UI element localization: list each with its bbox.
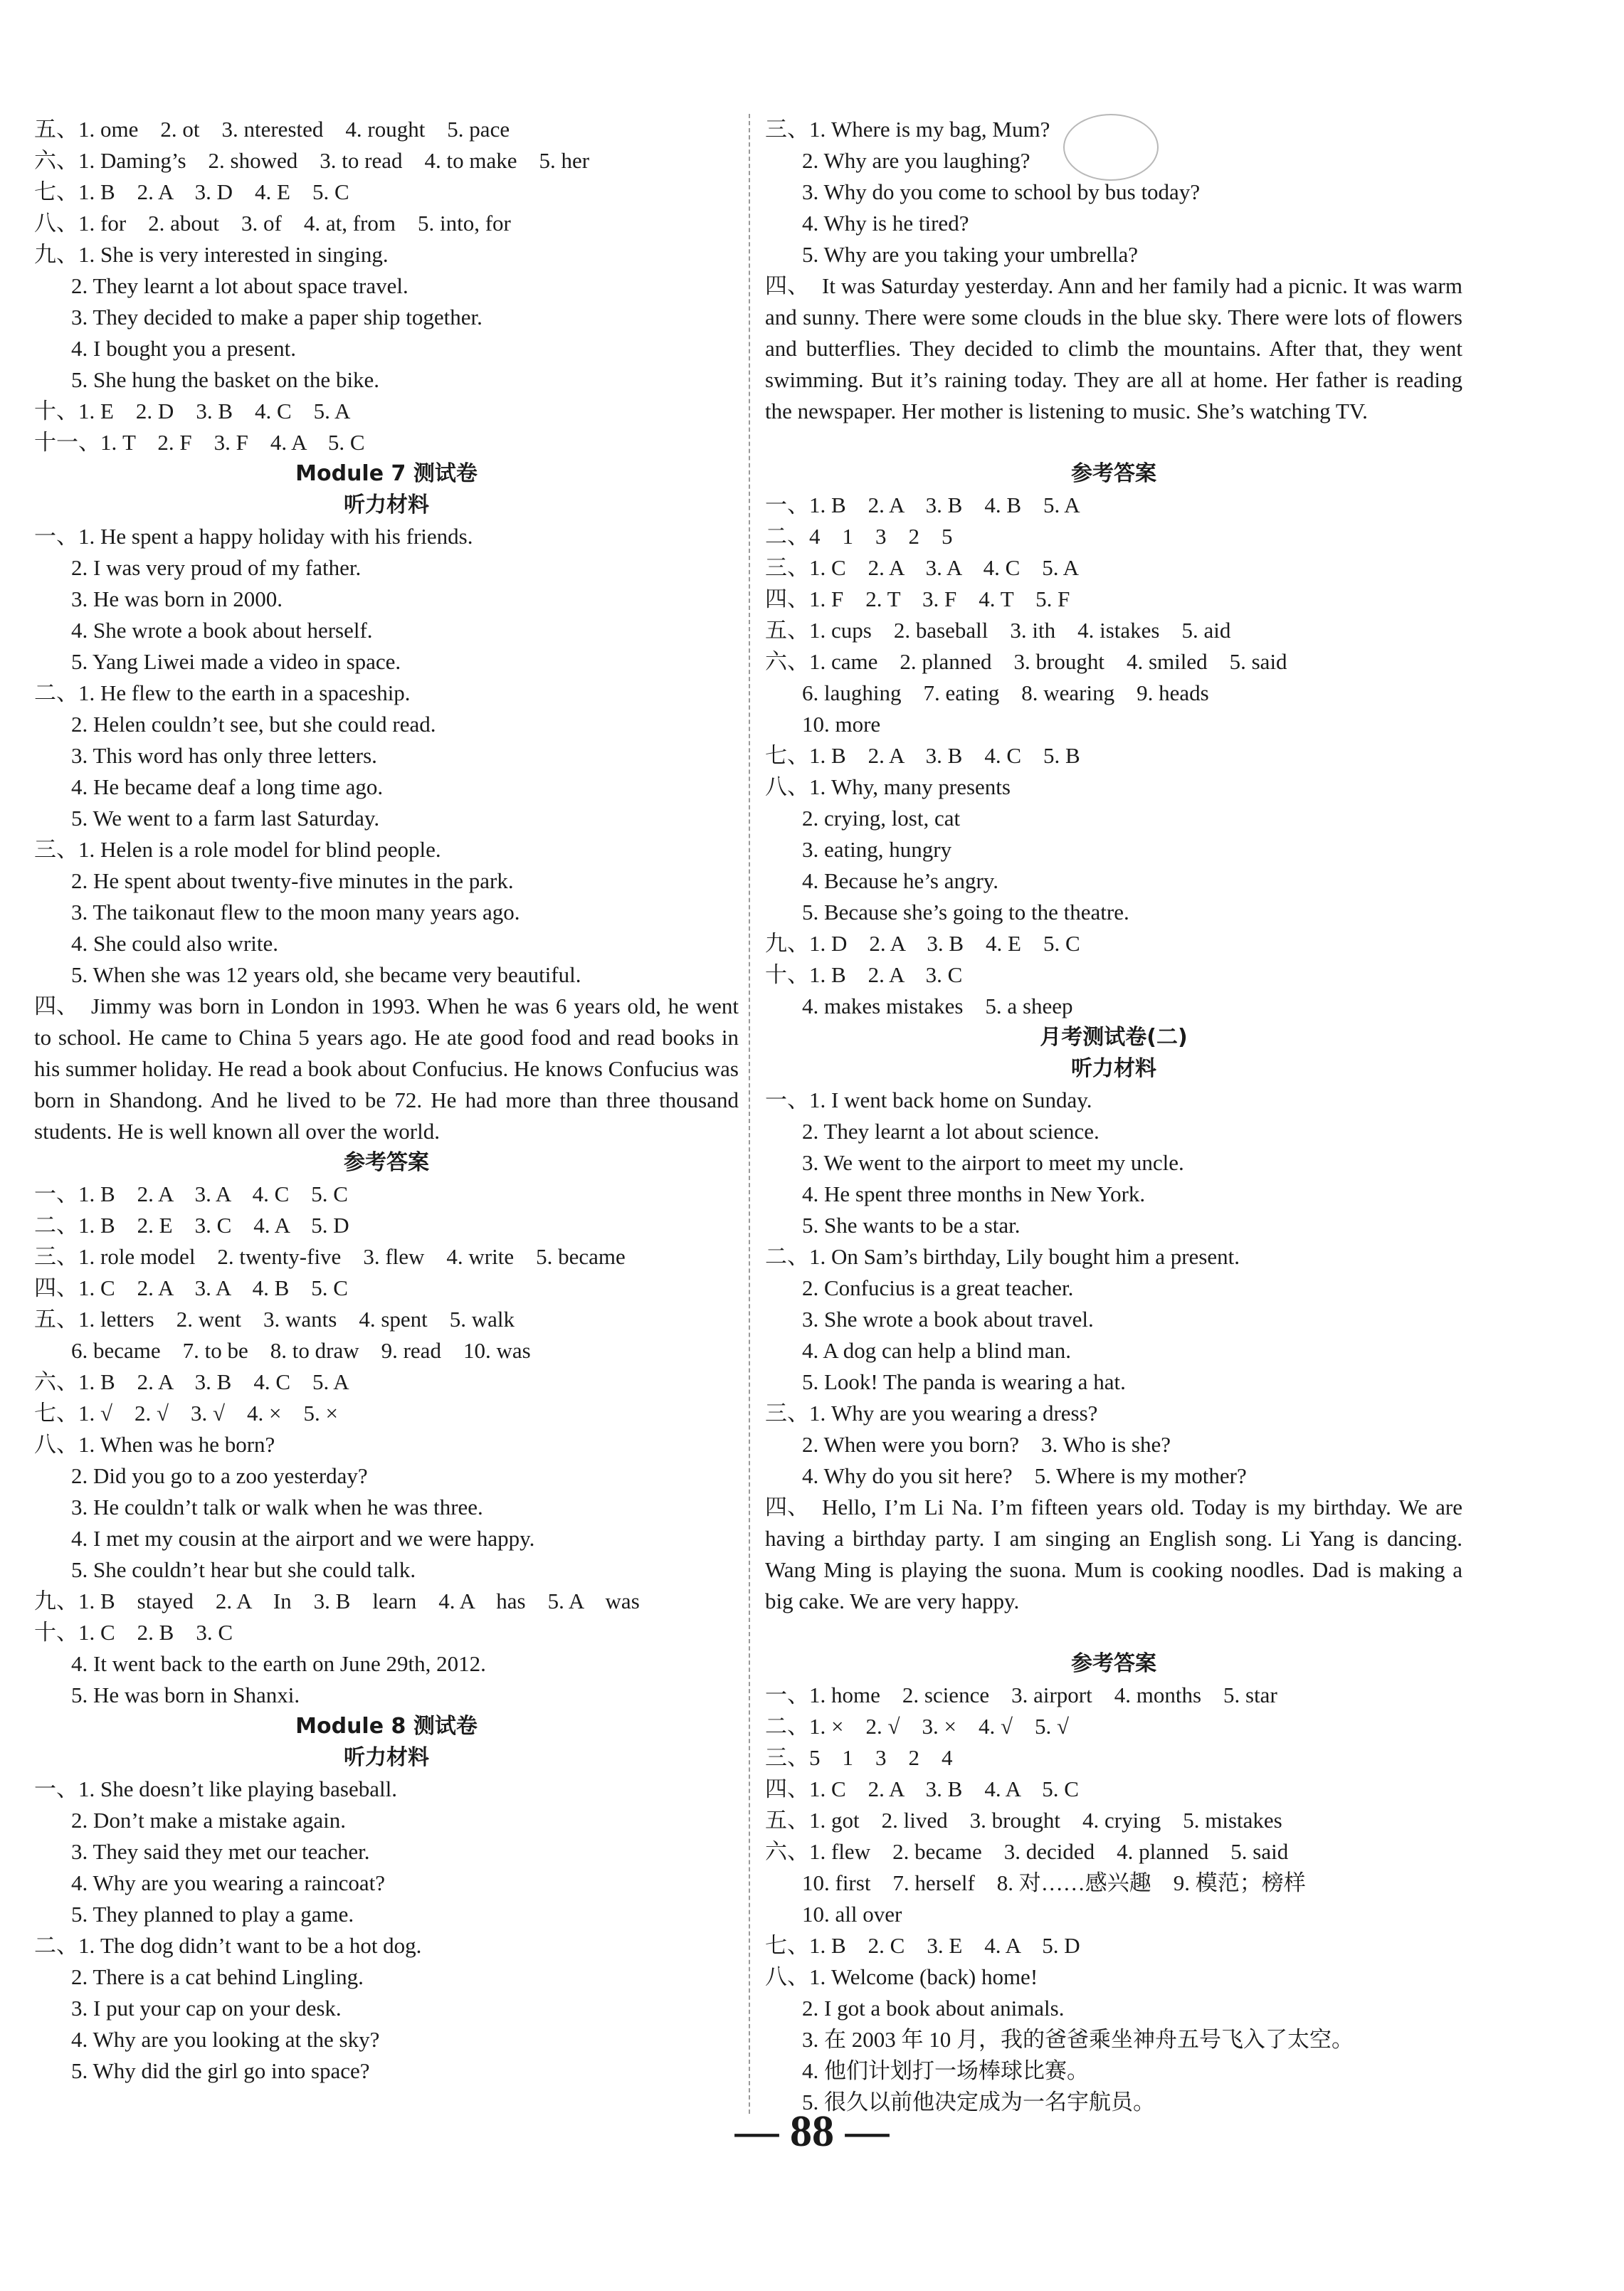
answer-line: 八、1. for 2. about 3. of 4. at, from 5. into, for bbox=[34, 211, 511, 236]
section-heading: Module 7 测试卷 bbox=[295, 461, 478, 486]
answer-line: 5. Why are you taking your umbrella? bbox=[802, 242, 1139, 267]
answer-line: 3. 在 2003 年 10 月，我的爸爸乘坐神舟五号飞入了太空。 bbox=[802, 2027, 1354, 2052]
answer-line: 5. When she was 12 years old, she became very beautiful. bbox=[71, 962, 581, 987]
passage-text: It was Saturday yesterday. Ann and her family had a picnic. It was warm and sunny. There were some clouds in the blue sky. There were lots of flowers and butterflies. They decided to climb the mountains. After that, they went swimming. But it’s raining today. They are all at home. Her father is reading the newspaper. Her mother is listening to music. She’s watching TV. bbox=[765, 273, 1462, 423]
answer-line: 一、1. He spent a happy holiday with his friends. bbox=[34, 524, 473, 549]
answer-line: 6. laughing 7. eating 8. wearing 9. heads bbox=[802, 680, 1209, 705]
answer-line: 一、1. She doesn’t like playing baseball. bbox=[34, 1776, 397, 1801]
answer-line: 4. A dog can help a blind man. bbox=[802, 1338, 1071, 1363]
answer-line: 三、1. Where is my bag, Mum? bbox=[765, 117, 1050, 142]
answer-line: 3. This word has only three letters. bbox=[71, 743, 377, 768]
answer-line: 六、1. Daming’s 2. showed 3. to read 4. to make 5. her bbox=[34, 148, 590, 173]
section-heading: 参考答案 bbox=[1071, 1651, 1156, 1676]
answer-line: 4. Why do you sit here? 5. Where is my mother? bbox=[802, 1463, 1247, 1488]
answer-line: 六、1. B 2. A 3. B 4. C 5. A bbox=[34, 1369, 349, 1394]
answer-line: 六、1. came 2. planned 3. brought 4. smiled 5. said bbox=[765, 649, 1287, 674]
answer-line: 3. He was born in 2000. bbox=[71, 586, 283, 611]
answer-line: 6. became 7. to be 8. to draw 9. read 10. was bbox=[71, 1338, 531, 1363]
answer-line: 2. When were you born? 3. Who is she? bbox=[802, 1432, 1171, 1457]
answer-line: 4. Why are you wearing a raincoat? bbox=[71, 1870, 385, 1895]
answer-line: 4. She wrote a book about herself. bbox=[71, 618, 373, 643]
answer-line: 4. I bought you a present. bbox=[71, 336, 296, 361]
answer-line: 3. We went to the airport to meet my uncle. bbox=[802, 1150, 1184, 1175]
answer-line: 4. Why is he tired? bbox=[802, 211, 969, 236]
answer-line: 七、1. B 2. C 3. E 4. A 5. D bbox=[765, 1933, 1080, 1958]
answer-line: 二、1. × 2. √ 3. × 4. √ 5. √ bbox=[765, 1714, 1070, 1739]
left-column bbox=[34, 114, 739, 2087]
answer-line: 3. They said they met our teacher. bbox=[71, 1839, 370, 1864]
answer-line: 四、1. F 2. T 3. F 4. T 5. F bbox=[765, 586, 1070, 611]
answer-line: 七、1. √ 2. √ 3. √ 4. × 5. × bbox=[34, 1401, 339, 1426]
answer-line: 三、1. Why are you wearing a dress? bbox=[765, 1401, 1098, 1426]
answer-line: 2. I got a book about animals. bbox=[802, 1996, 1065, 2021]
answer-line: 2. He spent about twenty-five minutes in the park. bbox=[71, 868, 514, 893]
answer-line: 4. 他们计划打一场棒球比赛。 bbox=[802, 2058, 1089, 2083]
answer-line: 5. We went to a farm last Saturday. bbox=[71, 806, 380, 831]
answer-line: 二、1. On Sam’s birthday, Lily bought him a present. bbox=[765, 1244, 1240, 1269]
answer-line: 四、1. C 2. A 3. B 4. A 5. C bbox=[765, 1776, 1079, 1801]
answer-line: 10. all over bbox=[802, 1902, 902, 1927]
answer-line: 二、4 1 3 2 5 bbox=[765, 524, 953, 549]
answer-line: 3. She wrote a book about travel. bbox=[802, 1307, 1094, 1332]
answer-line: 4. Because he’s angry. bbox=[802, 868, 999, 893]
answer-line: 五、1. ome 2. ot 3. nterested 4. rought 5. pace bbox=[34, 117, 510, 142]
answer-line: 一、1. I went back home on Sunday. bbox=[765, 1087, 1092, 1112]
answer-line: 4. Why are you looking at the sky? bbox=[71, 2027, 380, 2052]
answer-line: 3. eating, hungry bbox=[802, 837, 952, 862]
answer-line: 5. He was born in Shanxi. bbox=[71, 1682, 300, 1707]
answer-line: 九、1. B stayed 2. A In 3. B learn 4. A has 5. A was bbox=[34, 1589, 640, 1613]
answer-line: 一、1. B 2. A 3. B 4. B 5. A bbox=[765, 493, 1080, 517]
right-column bbox=[765, 114, 1462, 2118]
section-heading: 参考答案 bbox=[344, 1150, 429, 1175]
answer-line: 二、1. He flew to the earth in a spaceship. bbox=[34, 680, 411, 705]
answer-line: 八、1. Welcome (back) home! bbox=[765, 1964, 1038, 1989]
section-heading: 月考测试卷(二) bbox=[1040, 1025, 1188, 1050]
answer-line: 5. Yang Liwei made a video in space. bbox=[71, 649, 401, 674]
answer-line: 2. Did you go to a zoo yesterday? bbox=[71, 1463, 368, 1488]
answer-line: 3. Why do you come to school by bus today? bbox=[802, 179, 1201, 204]
answer-line: 二、1. The dog didn’t want to be a hot dog. bbox=[34, 1933, 422, 1958]
passage-number: 四、 bbox=[765, 273, 809, 298]
answer-line: 3. I put your cap on your desk. bbox=[71, 1996, 342, 2021]
answer-line: 二、1. B 2. E 3. C 4. A 5. D bbox=[34, 1213, 349, 1238]
passage-text: Hello, I’m Li Na. I’m fifteen years old. Today is my birthday. We are having a birthday party. I am singing an English song. Li Yang is dancing. Wang Ming is playing the suona. Mum is cooking noodles. Dad is making a big cake. We are very happy. bbox=[765, 1495, 1462, 1613]
answer-line: 10. first 7. herself 8. 对……感兴趣 9. 模范；榜样 bbox=[802, 1870, 1306, 1895]
passage bbox=[765, 270, 1462, 458]
column-divider bbox=[749, 114, 750, 2114]
answer-line: 三、5 1 3 2 4 bbox=[765, 1745, 953, 1770]
answer-line: 3. They decided to make a paper ship together. bbox=[71, 305, 483, 330]
answer-line: 2. crying, lost, cat bbox=[802, 806, 961, 831]
answer-line: 三、1. C 2. A 3. A 4. C 5. A bbox=[765, 555, 1079, 580]
answer-line: 4. He became deaf a long time ago. bbox=[71, 774, 384, 799]
answer-line: 5. She wants to be a star. bbox=[802, 1213, 1021, 1238]
answer-line: 五、1. letters 2. went 3. wants 4. spent 5. walk bbox=[34, 1307, 515, 1332]
answer-line: 四、1. C 2. A 3. A 4. B 5. C bbox=[34, 1275, 348, 1300]
answer-line: 2. There is a cat behind Lingling. bbox=[71, 1964, 364, 1989]
answer-line: 4. makes mistakes 5. a sheep bbox=[802, 994, 1073, 1018]
answer-line: 5. 很久以前他决定成为一名宇航员。 bbox=[802, 2090, 1155, 2114]
answer-line: 2. Confucius is a great teacher. bbox=[802, 1275, 1074, 1300]
answer-line: 六、1. flew 2. became 3. decided 4. planned 5. said bbox=[765, 1839, 1289, 1864]
answer-line: 4. I met my cousin at the airport and we were happy. bbox=[71, 1526, 535, 1551]
answer-line: 八、1. When was he born? bbox=[34, 1432, 275, 1457]
passage-text: Jimmy was born in London in 1993. When he was 6 years old, he went to school. He came to China 5 years ago. He ate good food and read books in his summer holiday. He read a book about Confucius. He knows Confucius was born in Shandong. And he lived to be 72. He had more than three thousand students. He is well known all over the world. bbox=[34, 994, 739, 1144]
answer-line: 三、1. role model 2. twenty-five 3. flew 4. write 5. became bbox=[34, 1244, 626, 1269]
passage-number: 四、 bbox=[765, 1495, 809, 1520]
answer-line: 4. It went back to the earth on June 29th, 2012. bbox=[71, 1651, 486, 1676]
answer-line: 3. He couldn’t talk or walk when he was three. bbox=[71, 1495, 483, 1520]
passage bbox=[765, 1492, 1462, 1648]
section-heading: 听力材料 bbox=[1071, 1056, 1156, 1081]
answer-line: 七、1. B 2. A 3. D 4. E 5. C bbox=[34, 179, 349, 204]
answer-line: 一、1. home 2. science 3. airport 4. months 5. star bbox=[765, 1682, 1277, 1707]
answer-line: 2. Don’t make a mistake again. bbox=[71, 1808, 346, 1833]
section-heading: 参考答案 bbox=[1071, 461, 1156, 486]
answer-line: 2. Helen couldn’t see, but she could read. bbox=[71, 712, 436, 737]
answer-line: 十一、1. T 2. F 3. F 4. A 5. C bbox=[34, 430, 365, 455]
answer-line: 一、1. B 2. A 3. A 4. C 5. C bbox=[34, 1181, 348, 1206]
answer-line: 5. Why did the girl go into space? bbox=[71, 2058, 370, 2083]
answer-line: 九、1. D 2. A 3. B 4. E 5. C bbox=[765, 931, 1080, 956]
answer-line: 九、1. She is very interested in singing. bbox=[34, 242, 389, 267]
answer-line: 2. Why are you laughing? bbox=[802, 148, 1030, 173]
answer-line: 八、1. Why, many presents bbox=[765, 774, 1011, 799]
answer-line: 3. The taikonaut flew to the moon many years ago. bbox=[71, 900, 520, 925]
answer-line: 七、1. B 2. A 3. B 4. C 5. B bbox=[765, 743, 1080, 768]
answer-line: 5. Look! The panda is wearing a hat. bbox=[802, 1369, 1126, 1394]
section-heading: 听力材料 bbox=[344, 1745, 429, 1770]
answer-line: 5. She couldn’t hear but she could talk. bbox=[71, 1557, 416, 1582]
answer-line: 2. They learnt a lot about science. bbox=[802, 1119, 1100, 1144]
section-heading: 听力材料 bbox=[344, 493, 429, 517]
answer-line: 三、1. Helen is a role model for blind people. bbox=[34, 837, 441, 862]
answer-line: 4. He spent three months in New York. bbox=[802, 1181, 1146, 1206]
passage bbox=[34, 991, 739, 1147]
answer-line: 2. I was very proud of my father. bbox=[71, 555, 362, 580]
answer-line: 十、1. E 2. D 3. B 4. C 5. A bbox=[34, 399, 351, 423]
answer-line: 十、1. C 2. B 3. C bbox=[34, 1620, 233, 1645]
answer-line: 5. She hung the basket on the bike. bbox=[71, 367, 380, 392]
answer-line: 10. more bbox=[802, 712, 881, 737]
passage-number: 四、 bbox=[34, 994, 78, 1018]
answer-line: 2. They learnt a lot about space travel. bbox=[71, 273, 408, 298]
section-heading: Module 8 测试卷 bbox=[295, 1714, 478, 1739]
answer-line: 4. She could also write. bbox=[71, 931, 279, 956]
answer-line: 五、1. cups 2. baseball 3. ith 4. istakes 5. aid bbox=[765, 618, 1231, 643]
page-number: — 88 — bbox=[734, 2107, 890, 2156]
answer-line: 十、1. B 2. A 3. C bbox=[765, 962, 963, 987]
answer-line: 5. They planned to play a game. bbox=[71, 1902, 354, 1927]
answer-line: 5. Because she’s going to the theatre. bbox=[802, 900, 1129, 925]
answer-line: 五、1. got 2. lived 3. brought 4. crying 5. mistakes bbox=[765, 1808, 1282, 1833]
